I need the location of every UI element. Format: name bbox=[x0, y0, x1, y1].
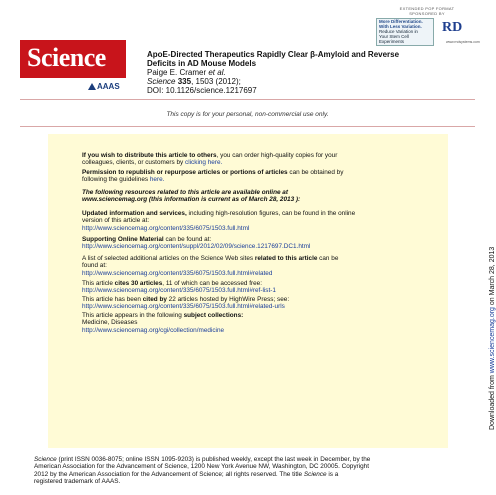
article-meta bbox=[147, 50, 467, 95]
article-citation bbox=[147, 77, 467, 86]
ad-top-line2: SPONSORED BY bbox=[409, 11, 445, 16]
updated-info-text2: version of this article at: bbox=[82, 217, 150, 225]
cites-block bbox=[82, 280, 442, 295]
science-logo bbox=[20, 40, 126, 78]
collections-heading: subject collections: bbox=[183, 312, 244, 319]
collections-block bbox=[82, 312, 442, 334]
footer-line4: registered trademark of AAAS. bbox=[34, 478, 121, 486]
ad-line3: Reduce Variation in bbox=[379, 29, 418, 34]
ad-message-box[interactable] bbox=[376, 18, 434, 46]
distribute-text2: colleagues, clients, or customers by bbox=[82, 159, 186, 167]
cites-text2: , 11 of which can be accessed free: bbox=[162, 280, 262, 287]
permission-text: can be obtained by bbox=[287, 169, 344, 176]
distribute-text: , you can order high-quality copies for your bbox=[216, 152, 338, 159]
updated-info-block bbox=[82, 210, 442, 232]
download-stamp bbox=[479, 150, 496, 450]
updated-info-heading: Updated information and services, bbox=[82, 210, 187, 217]
download-prefix: Downloaded from bbox=[489, 373, 496, 430]
related-heading: related to this article bbox=[254, 255, 318, 262]
collections-names: Medicine, Diseases bbox=[82, 319, 138, 327]
related-urls-link[interactable]: http://www.sciencemag.org/content/335/6075/1503.full.html#related-urls bbox=[82, 303, 285, 311]
footer-journal2: Science bbox=[303, 470, 327, 478]
resources-line1: The following resources related to this article are available online at bbox=[82, 189, 288, 196]
info-panel bbox=[48, 134, 448, 448]
divider-top bbox=[20, 99, 475, 100]
footer-copyright bbox=[34, 456, 474, 486]
collections-text: This article appears in the following bbox=[82, 312, 184, 319]
resources-line2: www.sciencemag.org (this information is current as of March 28, 2013 ): bbox=[82, 196, 301, 204]
ad-line2: With Less Variation. bbox=[379, 24, 422, 29]
supporting-material-heading: Supporting Online Material bbox=[82, 236, 164, 243]
cited-by-text2: 22 articles hosted by HighWire Press; see: bbox=[166, 296, 290, 303]
rd-logo: RD bbox=[442, 20, 463, 35]
aaas-logo-text: AAAS bbox=[97, 82, 120, 91]
ad-line1: More Differentiation. bbox=[379, 19, 423, 24]
permission-text2: following the guidelines bbox=[82, 176, 150, 184]
footer-line3b: is a bbox=[326, 470, 339, 478]
footer-line3: 2012 by the American Association for the Advancement of Science; all rights reserved. The title bbox=[34, 470, 304, 478]
supporting-material-text: can be found at: bbox=[163, 236, 212, 243]
collection-link[interactable]: http://www.sciencemag.org/cgi/collection/medicine bbox=[82, 326, 225, 334]
related-link[interactable]: http://www.sciencemag.org/content/335/6075/1503.full.html#related bbox=[82, 269, 273, 277]
divider-bottom bbox=[20, 126, 475, 127]
cited-by-text: This article has been bbox=[82, 296, 143, 303]
permission-block bbox=[82, 169, 442, 184]
ad-top-line1: EXTENDED POP FORMAT bbox=[399, 6, 455, 11]
distribute-heading: If you wish to distribute this article to others bbox=[82, 152, 217, 159]
cites-heading: cites 30 articles bbox=[114, 280, 163, 287]
related-articles-block bbox=[82, 255, 442, 277]
citation-pages: , 1503 (2012); bbox=[191, 77, 241, 86]
related-text: A list of selected additional articles on the Science Web sites bbox=[82, 255, 255, 262]
download-date: on March 28, 2013 bbox=[489, 246, 496, 308]
supporting-material-link[interactable]: http://www.sciencemag.org/content/suppl/2012/02/09/science.1217697.DC1.html bbox=[82, 243, 311, 251]
article-title-line2: Deficits in AD Mouse Models bbox=[147, 59, 257, 68]
download-stamp-text bbox=[489, 247, 496, 430]
guidelines-here-link[interactable]: here. bbox=[149, 176, 165, 184]
article-title-line1: ApoE-Directed Therapeutics Rapidly Clear β-Amyloid and Reverse bbox=[147, 50, 400, 59]
clicking-here-link[interactable]: clicking here. bbox=[185, 159, 223, 167]
resources-block bbox=[82, 189, 442, 204]
updated-info-text: including high-resolution figures, can be found in the online bbox=[186, 210, 356, 217]
aaas-logo bbox=[88, 82, 120, 91]
full-text-link[interactable]: http://www.sciencemag.org/content/335/6075/1503.full.html bbox=[82, 224, 250, 232]
citation-volume: 335 bbox=[177, 77, 192, 86]
sciencemag-link[interactable]: www.sciencemag.org bbox=[489, 307, 496, 374]
ad-url: www.rndsystems.com bbox=[446, 40, 480, 44]
footer-journal: Science bbox=[34, 456, 57, 463]
ref-list-link[interactable]: http://www.sciencemag.org/content/335/6075/1503.full.html#ref-list-1 bbox=[82, 287, 276, 295]
science-logo-text: Science bbox=[27, 43, 106, 72]
footer-line1: (print ISSN 0036-8075; online ISSN 1095-9203) is published weekly, except the last week in December, by the bbox=[56, 456, 371, 463]
footer-line2: American Association for the Advancement of Science, 1200 New York Avenue NW, Washington, DC 20005. Copyright bbox=[34, 463, 369, 471]
aaas-triangle-icon bbox=[88, 83, 96, 90]
related-text3: found at: bbox=[82, 262, 107, 270]
permission-heading: Permission to republish or repurpose articles or portions of articles bbox=[82, 169, 288, 176]
sponsor-ad[interactable] bbox=[368, 6, 486, 52]
cited-by-block bbox=[82, 296, 442, 311]
article-authors bbox=[147, 68, 467, 77]
authors-names: Paige E. Cramer bbox=[147, 68, 209, 77]
cites-text: This article bbox=[82, 280, 115, 287]
personal-use-note: This copy is for your personal, non-commercial use only. bbox=[166, 111, 329, 118]
supporting-material-block bbox=[82, 236, 442, 251]
citation-journal: Science bbox=[147, 77, 176, 86]
ad-line4: Your Stem Cell Experiments bbox=[379, 34, 409, 44]
distribute-block bbox=[82, 152, 442, 167]
related-text2: can be bbox=[317, 255, 339, 262]
cited-by-heading: cited by bbox=[142, 296, 167, 303]
authors-etal: et al. bbox=[208, 68, 226, 77]
article-doi: DOI: 10.1126/science.1217697 bbox=[147, 86, 257, 95]
